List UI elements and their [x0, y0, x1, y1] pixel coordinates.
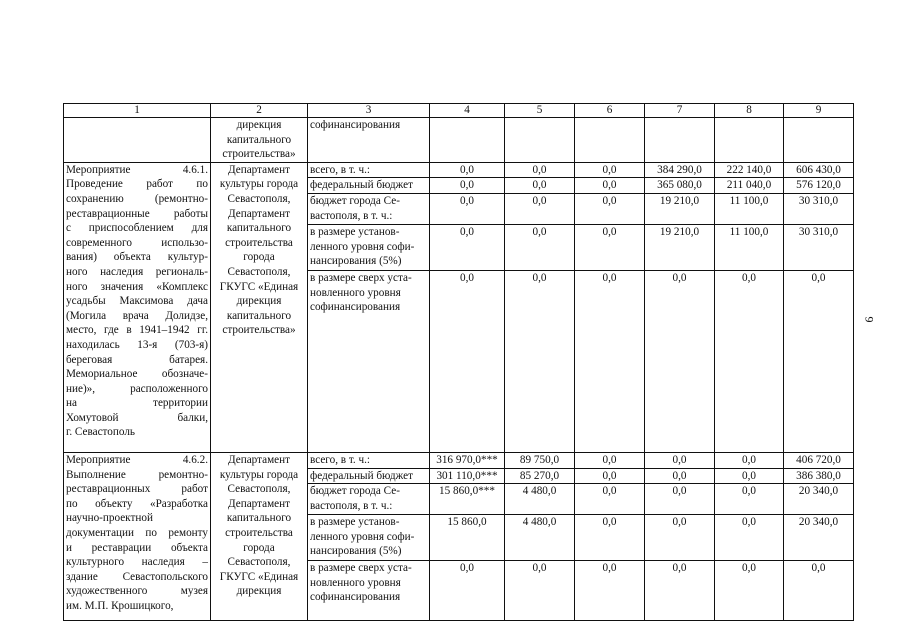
measure-description-cell-line: Хомутовой балки, — [66, 411, 208, 424]
measure-description-cell-line: им. М.П. Крошицкого, — [66, 599, 174, 612]
funding-source-cell — [308, 178, 430, 194]
amount-cell: 19 210,0 — [645, 224, 715, 270]
amount-cell: 386 380,0 — [784, 468, 854, 484]
column-number: 9 — [784, 104, 854, 118]
executor-cell-line: дирекция — [236, 295, 282, 308]
amount-cell: 0,0 — [645, 468, 715, 484]
amount-cell: 15 860,0*** — [430, 484, 505, 515]
funding-source-cell — [308, 484, 430, 515]
amount-cell: 0,0 — [430, 224, 505, 270]
executor-cell-line: культуры города — [219, 468, 299, 481]
amount-cell: 4 480,0 — [505, 515, 575, 561]
source-cell-line: софинансирования — [310, 119, 401, 131]
measure-description-cell-line: художественного музея — [66, 585, 208, 598]
funding-source-cell-line: софинансирования — [310, 301, 401, 314]
empty-cell — [430, 118, 505, 163]
executor-cell-line: Севастополя, — [227, 556, 291, 569]
measure-description-cell-line: с приспособлением для — [66, 222, 208, 235]
funding-source-cell-line: в размере сверх уста- — [310, 562, 412, 575]
measure-description-cell-line: Мероприятие 4.6.1. — [66, 163, 208, 176]
measure-description-cell-line: ние)», расположенного — [66, 382, 208, 395]
budget-table — [63, 103, 854, 621]
measure-description-cell-line: современного использо- — [66, 236, 208, 249]
m2-row — [64, 452, 854, 468]
measure-description-cell-line: ного значения «Комплекс — [66, 280, 208, 293]
funding-source-cell-line: бюджет города Се- — [310, 194, 400, 207]
executor-cell-line: ГКУГС «Единая — [219, 280, 299, 293]
executor-cell-line: Севастополя, — [227, 192, 291, 205]
measure-description-cell-line: ного наследия региональ- — [66, 265, 208, 278]
empty-cell — [64, 118, 211, 163]
amount-cell: 30 310,0 — [784, 193, 854, 224]
empty-cell — [784, 118, 854, 163]
amount-cell: 0,0 — [645, 515, 715, 561]
executor-cell-line: дирекция — [236, 585, 282, 598]
measure-description-cell — [64, 162, 211, 452]
measure-description-cell-line: реставрационных работ — [66, 483, 208, 496]
funding-source-cell-line: бюджет города Се- — [310, 485, 400, 498]
amount-cell: 20 340,0 — [784, 484, 854, 515]
amount-cell: 365 080,0 — [645, 178, 715, 194]
funding-source-cell-line: нансирования (5%) — [310, 255, 402, 268]
amount-cell: 0,0 — [505, 224, 575, 270]
amount-cell: 0,0 — [505, 270, 575, 452]
funding-source-cell-line: в размере установ- — [310, 516, 400, 529]
amount-cell: 0,0 — [715, 468, 784, 484]
column-number: 2 — [211, 104, 308, 118]
executor-cell-line: строительства — [225, 526, 293, 539]
executor-cell-line: капитального — [226, 309, 292, 322]
measure-description-cell-line: здание Севастопольского — [66, 570, 208, 583]
funding-source-cell — [308, 270, 430, 452]
m1-row — [64, 162, 854, 178]
empty-cell — [645, 118, 715, 163]
measure-description-cell-line: Проведение работ по — [66, 178, 208, 191]
funding-source-cell — [308, 561, 430, 621]
measure-description-cell-line: культурного наследия – — [66, 556, 208, 569]
measure-description-cell-line: Выполнение ремонтно- — [66, 468, 208, 481]
executor-cell-line: строительства — [225, 236, 293, 249]
measure-description-cell-line: находилась 13-я (703-я) — [66, 338, 208, 351]
amount-cell: 0,0 — [505, 561, 575, 621]
measure-description-cell-line: на территории — [66, 397, 208, 410]
executor-cell-line: Департамент — [227, 453, 291, 466]
executor-cell — [211, 162, 308, 452]
amount-cell: 0,0 — [575, 193, 645, 224]
funding-source-cell-line: софинансирования — [310, 591, 401, 604]
amount-cell: 406 720,0 — [784, 452, 854, 468]
amount-cell: 0,0 — [645, 484, 715, 515]
executor-cell-line: капитального — [226, 133, 292, 146]
funding-source-cell — [308, 162, 430, 178]
funding-source-cell — [308, 452, 430, 468]
measure-description-cell-line: документации по ремонту — [66, 526, 208, 539]
amount-cell: 0,0 — [645, 561, 715, 621]
measure-description-cell — [64, 452, 211, 620]
executor-cell — [211, 452, 308, 620]
measure-description-cell-line: по объекту «Разработка — [66, 497, 208, 510]
funding-source-cell-line: новленного уровня — [310, 576, 401, 589]
amount-cell: 0,0 — [575, 484, 645, 515]
funding-source-cell-line: в размере установ- — [310, 225, 400, 238]
funding-source-cell — [308, 224, 430, 270]
amount-cell: 211 040,0 — [715, 178, 784, 194]
executor-cell-line: города — [243, 251, 275, 264]
measure-description-cell-line: усадьбы Максимова дача — [66, 295, 208, 308]
measure-description-cell-line: реставрационные работы — [66, 207, 208, 220]
empty-cell — [505, 118, 575, 163]
amount-cell: 0,0 — [575, 468, 645, 484]
amount-cell: 4 480,0 — [505, 484, 575, 515]
amount-cell: 0,0 — [784, 270, 854, 452]
amount-cell: 0,0 — [575, 561, 645, 621]
amount-cell: 0,0 — [575, 162, 645, 178]
measure-description-cell-line: (Могила врача Долидзе, — [66, 309, 208, 322]
funding-source-cell-line: новленного уровня — [310, 286, 401, 299]
header-row — [64, 104, 854, 118]
amount-cell: 0,0 — [715, 484, 784, 515]
executor-cell-line: дирекция — [236, 119, 282, 131]
column-number: 8 — [715, 104, 784, 118]
funding-source-cell-line: в размере сверх уста- — [310, 271, 412, 284]
amount-cell: 0,0 — [645, 452, 715, 468]
funding-source-cell-line: вастополя, в т. ч.: — [310, 499, 393, 512]
measure-description-cell-line: береговая батарея. — [66, 353, 208, 366]
measure-description-cell-line: вания) объекта культур- — [66, 251, 208, 264]
funding-source-cell-line: федеральный бюджет — [310, 469, 413, 482]
executor-cell-line: строительства» — [222, 324, 296, 337]
column-number: 7 — [645, 104, 715, 118]
amount-cell: 0,0 — [784, 561, 854, 621]
amount-cell: 0,0 — [430, 162, 505, 178]
amount-cell: 384 290,0 — [645, 162, 715, 178]
continuation-row — [64, 118, 854, 163]
amount-cell: 0,0 — [575, 515, 645, 561]
amount-cell: 15 860,0 — [430, 515, 505, 561]
amount-cell: 0,0 — [575, 178, 645, 194]
executor-cell-line: культуры города — [219, 178, 299, 191]
amount-cell: 0,0 — [430, 561, 505, 621]
executor-cell-line: города — [243, 541, 275, 554]
amount-cell: 301 110,0*** — [430, 468, 505, 484]
executor-cell-line: Севастополя, — [227, 483, 291, 496]
funding-source-cell-line: ленного уровня софи- — [310, 240, 415, 253]
column-number: 5 — [505, 104, 575, 118]
amount-cell: 0,0 — [715, 515, 784, 561]
amount-cell: 0,0 — [575, 224, 645, 270]
measure-description-cell-line: место, где в 1941–1942 гг. — [66, 324, 208, 337]
column-number: 1 — [64, 104, 211, 118]
executor-cell-line: капитального — [226, 512, 292, 525]
amount-cell: 0,0 — [575, 270, 645, 452]
amount-cell: 0,0 — [645, 270, 715, 452]
measure-description-cell-line: Мемориальное обозначе- — [66, 368, 208, 381]
measure-description-cell-line: и реставрации объекта — [66, 541, 208, 554]
executor-cell-line: Департамент — [227, 497, 291, 510]
funding-source-cell — [308, 515, 430, 561]
amount-cell: 0,0 — [430, 193, 505, 224]
empty-cell — [575, 118, 645, 163]
empty-cell — [715, 118, 784, 163]
amount-cell: 19 210,0 — [645, 193, 715, 224]
amount-cell: 0,0 — [715, 561, 784, 621]
page-number: 9 — [862, 316, 877, 323]
amount-cell: 0,0 — [430, 270, 505, 452]
executor-cell-line: капитального — [226, 222, 292, 235]
funding-source-cell-line: всего, в т. ч.: — [310, 453, 371, 466]
amount-cell: 85 270,0 — [505, 468, 575, 484]
funding-source-cell-line: федеральный бюджет — [310, 179, 413, 192]
amount-cell: 0,0 — [430, 178, 505, 194]
column-number: 4 — [430, 104, 505, 118]
amount-cell: 0,0 — [575, 452, 645, 468]
funding-source-cell — [308, 468, 430, 484]
executor-cell-line: Департамент — [227, 163, 291, 176]
amount-cell: 0,0 — [505, 193, 575, 224]
amount-cell: 0,0 — [505, 162, 575, 178]
amount-cell: 606 430,0 — [784, 162, 854, 178]
executor-cell-line: ГКУГС «Единая — [219, 570, 299, 583]
funding-source-cell-line: вастополя, в т. ч.: — [310, 209, 393, 222]
executor-cell-line: строительства» — [222, 148, 296, 161]
measure-description-cell-line: научно-проектной — [66, 512, 153, 525]
amount-cell: 316 970,0*** — [430, 452, 505, 468]
measure-description-cell-line: сохранению (ремонтно- — [66, 192, 208, 205]
funding-source-cell-line: всего, в т. ч.: — [310, 163, 371, 176]
funding-source-cell-line: ленного уровня софи- — [310, 530, 415, 543]
amount-cell: 0,0 — [715, 270, 784, 452]
amount-cell: 0,0 — [505, 178, 575, 194]
amount-cell: 576 120,0 — [784, 178, 854, 194]
funding-source-cell-line: нансирования (5%) — [310, 545, 402, 558]
executor-cell-line: Севастополя, — [227, 265, 291, 278]
column-number: 3 — [308, 104, 430, 118]
column-number: 6 — [575, 104, 645, 118]
measure-description-cell-line: г. Севастополь — [66, 426, 136, 439]
amount-cell: 30 310,0 — [784, 224, 854, 270]
source-cell — [308, 118, 430, 163]
amount-cell: 89 750,0 — [505, 452, 575, 468]
executor-cell — [211, 118, 308, 163]
funding-source-cell — [308, 193, 430, 224]
amount-cell: 11 100,0 — [715, 193, 784, 224]
amount-cell: 0,0 — [715, 452, 784, 468]
amount-cell: 222 140,0 — [715, 162, 784, 178]
amount-cell: 11 100,0 — [715, 224, 784, 270]
measure-description-cell-line: Мероприятие 4.6.2. — [66, 453, 208, 466]
executor-cell-line: Департамент — [227, 207, 291, 220]
amount-cell: 20 340,0 — [784, 515, 854, 561]
